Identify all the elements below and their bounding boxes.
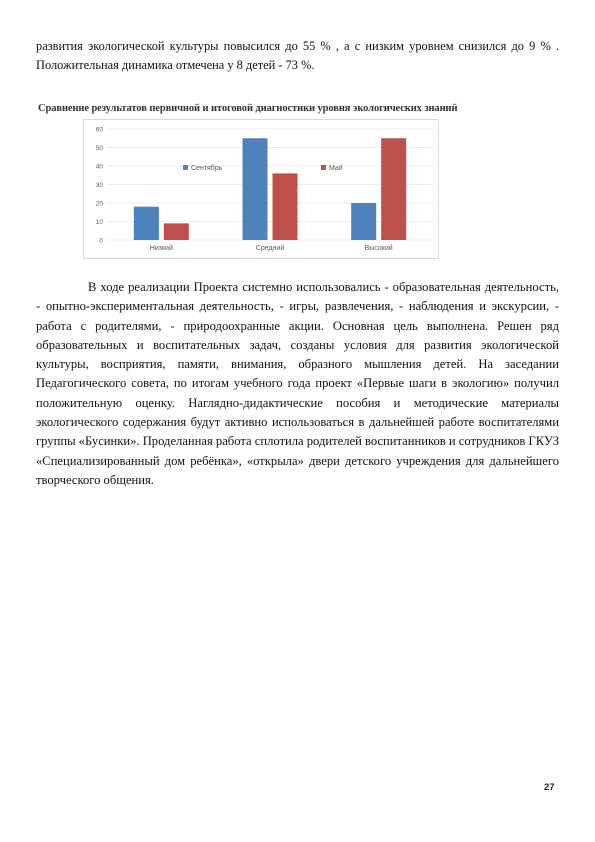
bar-may-3 <box>381 138 406 240</box>
x-category-label: Средний <box>255 245 285 252</box>
legend-swatch-1 <box>183 165 188 170</box>
chart-title: Сравнение результатов первичной и итоговой диагностики уровня экологических знаний <box>38 103 458 114</box>
y-tick-label: 60 <box>95 126 103 134</box>
y-tick-label: 0 <box>99 237 103 245</box>
bar-september-2 <box>243 138 268 240</box>
legend-label-1: Сентябрь <box>191 165 223 172</box>
bar-chart-svg <box>83 119 439 259</box>
bar-chart <box>83 119 439 259</box>
legend-label-2: Май <box>329 165 343 172</box>
bar-may-1 <box>164 223 189 240</box>
bar-may-2 <box>273 173 298 240</box>
y-tick-label: 40 <box>95 163 103 171</box>
y-tick-label: 20 <box>95 200 103 208</box>
page-number: 27 <box>544 782 555 793</box>
intro-paragraph: развития экологической культуры повысился до 55 % , а с низким уровнем снизился до 9 % . Положительная динамика отмечена у 8 детей - 73 %. <box>36 39 559 73</box>
legend-swatch-2 <box>321 165 326 170</box>
body-paragraph: В ходе реализации Проекта системно использовались - образовательная деятельность, - опытно-экспериментальная деятельность, - игры, развлечения, - наблюдения и экскурсии, - работа с родителями, - природоохранные акции. Основная цель выполнена. Решен ряд образовательных и воспитательных задач, созданы условия для развития экологической культуры, восприятия, памяти, внимания, образного мышления детей. На заседании Педагогического совета, по итогам учебного года проект «Первые шаги в экологию» получил положительную оценку. Наглядно-дидактические пособия и методические материалы экологического содержания будут активно использоваться в дальнейшей работе воспитателями группы «Бусинки». Проделанная работа сплотила родителей воспитанников и сотрудников ГКУЗ «Специализированный дом ребёнка», «открыла» двери детского учреждения для дальнейшего творческого общения. <box>36 280 560 487</box>
bar-september-1 <box>134 207 159 240</box>
y-tick-label: 50 <box>95 144 103 152</box>
x-category-label: Высокий <box>364 245 393 252</box>
y-tick-label: 30 <box>95 181 103 189</box>
x-category-label: Низкий <box>149 245 173 252</box>
bar-september-3 <box>351 203 376 240</box>
y-tick-label: 10 <box>95 218 103 226</box>
